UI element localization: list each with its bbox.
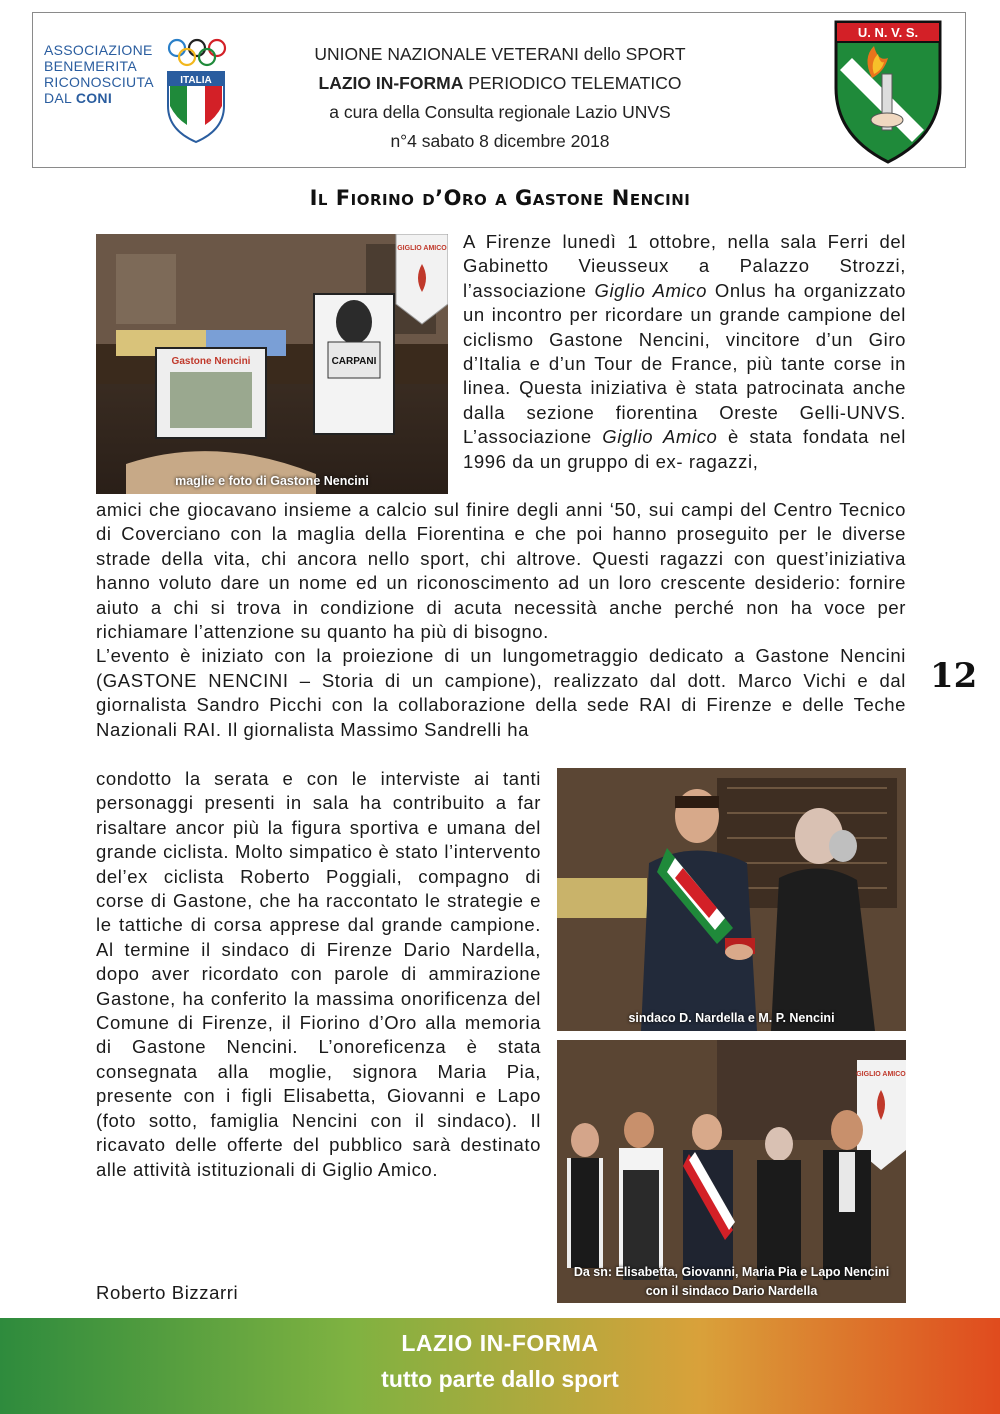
masthead-line-4: n°4 sabato 8 dicembre 2018 [390,131,610,151]
photo1-portrait-label: CARPANI [331,356,377,367]
photo3-caption-line-1: Da sn: Elisabetta, Giovanni, Maria Pia e Lapo Nencini [573,1265,890,1279]
coni-line-3: RICONOSCIUTA [44,74,154,90]
masthead-line-2 [270,69,730,98]
photo3-caption [557,1263,906,1301]
photo3-caption-line-2: con il sindaco Dario Nardella [645,1284,818,1298]
italia-label: ITALIA [180,75,212,86]
olympic-rings-icon [166,38,228,68]
photo-mayor-award [557,768,906,1031]
footer-slogan: tutto parte dallo sport [381,1366,619,1392]
masthead-line-3: a cura della Consulta regionale Lazio UNVS [329,102,671,122]
para1-part-3: è stata fondata nel 1996 da un gruppo di ex- ragazzi, [463,426,906,472]
photo-family [557,1040,906,1303]
para2-continuation: condotto la serata e con le interviste ai tanti personaggi presenti in sala ha contribuito a far risaltare ancor più la figura sportiva e umana del grande ciclista. Molto simpatico è stato l’intervento del’ex ciclista Roberto Poggiali, compagno di corse di Gastone, che ha raccontato le strategie e le tattiche di corsa apprese dal grande campione. Al termine il sindaco di Firenze Dario Nardella, dopo aver ricordato con parole di ammirazione Gastone, ha conferito la massima onorificenza del Comune di Firenze, il Fiorino d’Oro alla memoria di Gastone Nencini. L’onoreficenza è stata consegnata alla moglie, signora Maria Pia, presente con i figli Elisabetta, Giovanni e Lapo (foto sotto, famiglia Nencini con il sindaco). Il ricavato delle offerte del pubblico sarà destinato alle attività istituzionali di Giglio Amico. [96,768,541,1180]
photo-jerseys [96,234,448,494]
italia-shield-icon [166,70,226,144]
para1-italic-1: Giglio Amico [594,279,707,301]
photo2-caption: sindaco D. Nardella e M. P. Nencini [628,1011,835,1025]
author-name: Roberto Bizzarri [96,1282,239,1303]
para2-full-width: L’evento è iniziato con la proiezione di un lungometraggio dedicato a Gastone Nencini (GASTONE NENCINI – Storia di un campione), realizzato dal dott. Marco Vichi e dal giornalista Sandro Picchi con la collaborazione della sede RAI di Firenze e delle Teche Nazionali RAI. Il giornalista Massimo Sandrelli ha [96,645,906,740]
para1-part-2: Onlus ha organizzato un incontro per ricordare un grande campione del ciclismo Gastone Nencini, vincitore d’un Giro d’Italia e d’un Tour de France, più tante corse in linea. Questa iniziativa è stata patrocinata anche dalla sezione fiorentina Oreste Gelli-UNVS. L’associazione [463,279,906,448]
photo-jerseys-scene [96,234,448,494]
masthead-line-1: UNIONE NAZIONALE VETERANI dello SPORT [314,44,686,64]
photo1-book-title: Gastone Nencini [171,356,251,367]
article-paragraph-2-cont [96,767,541,1182]
coni-line-1: ASSOCIAZIONE [44,42,153,58]
article-paragraph-1-top [463,230,906,474]
masthead-text [270,40,730,156]
footer-title: LAZIO IN-FORMA [401,1330,599,1356]
article-title: Il Fiorino d’Oro a Gastone Nencini [309,186,691,210]
coni-association-text [44,42,154,106]
masthead-periodical-type: PERIODICO TELEMATICO [463,73,682,93]
masthead-periodical-name: LAZIO IN-FORMA [318,73,464,93]
unvs-shield-logo [832,18,944,166]
para1-italic-2: Giglio Amico [602,426,718,448]
footer-banner [0,1318,1000,1414]
article-paragraph-1-cont [96,498,906,742]
photo1-caption: maglie e foto di Gastone Nencini [175,474,369,488]
coni-bold: CONI [75,90,113,106]
photo3-banner-label: GIGLIO AMICO [856,1071,906,1078]
photo1-banner-label: GIGLIO AMICO [397,245,447,252]
para1-continuation: amici che giocavano insieme a calcio sul finire degli anni ‘50, sui campi del Centro Tecnico di Coverciano con la maglia della Fiorentina e che poi hanno proseguito per le diverse strade della vita, chi ancora nello sport, chi altrove. Questi ragazzi con quest’iniziativa hanno voluto dare un nome ed un riconoscimento ad un loro crescente desiderio: fornire aiuto a chi si trova in condizione di acuta necessità anche perché non ha voce per richiamare l’attenzione su quanto ha più di bisogno. [96,499,906,643]
page-number: 12 [930,656,978,696]
coni-line-2: BENEMERITA [44,58,137,74]
photo-mayor-scene [557,768,906,1031]
para1-part-1: A Firenze lunedì 1 ottobre, nella sala Ferri del Gabinetto Vieusseux a Palazzo Strozzi, l’associazione [463,231,906,301]
coni-line-4: DAL [44,90,76,106]
unvs-label: U. N. V. S. [857,25,919,40]
